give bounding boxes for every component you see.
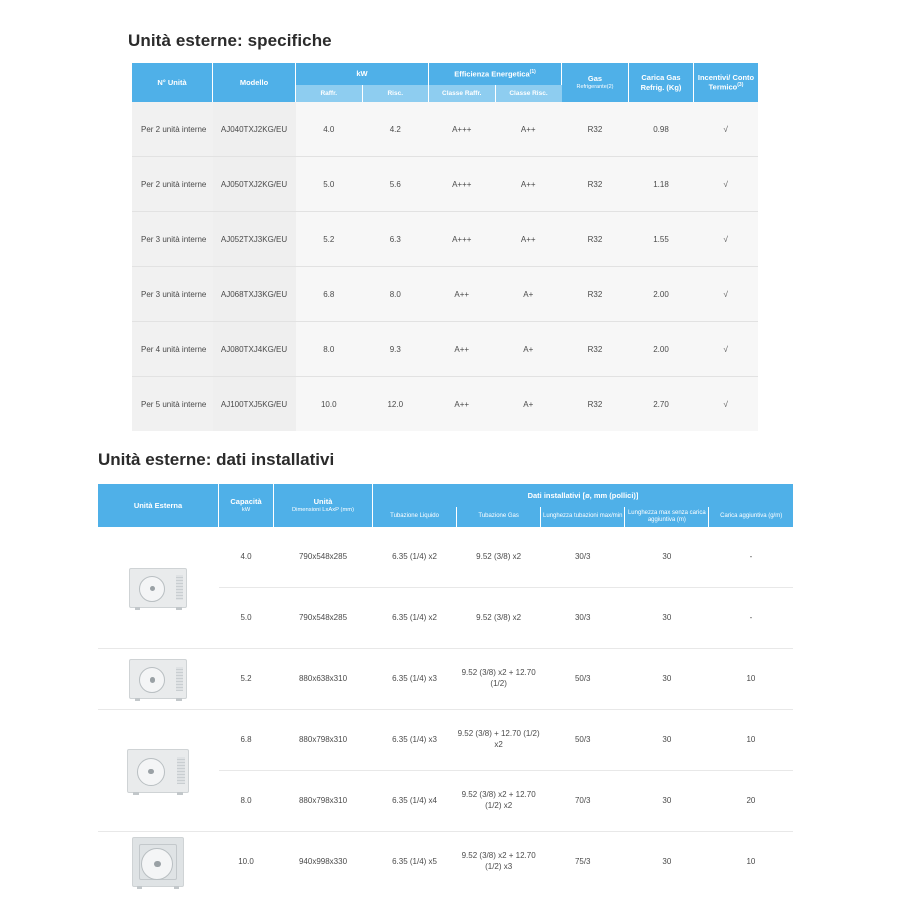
cell-tubazione-liquido: 6.35 (1/4) x5	[373, 832, 457, 893]
col-gas-sub: Refrigerante(2)	[576, 83, 614, 90]
dati-table-body	[98, 527, 793, 892]
cell-unita: Per 2 unità interne	[132, 157, 213, 212]
cell-risc: 4.2	[362, 102, 429, 157]
fan-icon	[139, 576, 165, 602]
cell-raffr: 4.0	[296, 102, 363, 157]
col-efficienza-label: Efficienza Energetica	[454, 69, 530, 79]
cell-classe-risc: A+	[495, 377, 562, 432]
foot-right	[177, 792, 183, 795]
col-capacita-sub: kW	[241, 507, 251, 514]
cell-risc: 8.0	[362, 267, 429, 322]
cell-tubazione-gas: 9.52 (3/8) x2 + 12.70 (1/2) x2	[457, 771, 541, 832]
cell-unit-image	[98, 527, 219, 649]
cell-lunghezza: 50/3	[541, 710, 625, 771]
cell-classe-risc: A++	[495, 102, 562, 157]
specifiche-table-head	[132, 63, 758, 102]
cell-classe-risc: A++	[495, 212, 562, 267]
cell-tubazione-liquido: 6.35 (1/4) x3	[373, 710, 457, 771]
outdoor-unit-mid-icon	[127, 749, 189, 793]
col-modello: Modello	[213, 63, 296, 102]
cell-classe-risc: A+	[495, 267, 562, 322]
specifiche-table	[132, 63, 758, 431]
col-unita-sub: Dimensioni LxAxP (mm)	[291, 507, 355, 514]
cell-capacita: 8.0	[219, 771, 274, 832]
cell-classe-raffr: A+++	[429, 102, 496, 157]
dati-table-head	[98, 484, 793, 527]
cell-lunghezza: 30/3	[541, 588, 625, 649]
foot-left	[133, 792, 139, 795]
col-capacita	[219, 484, 274, 527]
dati-installativi-table	[98, 484, 793, 892]
cell-incentivi: √	[694, 267, 759, 322]
cell-tubazione-gas: 9.52 (3/8) x2 + 12.70 (1/2) x3	[457, 832, 541, 893]
cell-carica: 1.55	[629, 212, 694, 267]
col-unita-label: Unità	[313, 496, 333, 506]
cell-unita: Per 3 unità interne	[132, 212, 213, 267]
table-row	[98, 527, 793, 588]
cell-carica-aggiuntiva: -	[709, 527, 793, 588]
section-specifiche	[0, 0, 900, 409]
cell-raffr: 5.2	[296, 212, 363, 267]
table-row	[132, 157, 758, 212]
cell-classe-risc: A++	[495, 157, 562, 212]
cell-lunghezza: 70/3	[541, 771, 625, 832]
cell-incentivi: √	[694, 212, 759, 267]
cell-classe-risc: A+	[495, 322, 562, 377]
cell-tubazione-gas: 9.52 (3/8) + 12.70 (1/2) x2	[457, 710, 541, 771]
cell-tubazione-liquido: 6.35 (1/4) x4	[373, 771, 457, 832]
cell-classe-raffr: A++	[429, 377, 496, 432]
table-row	[98, 832, 793, 893]
cell-unita: Per 3 unità interne	[132, 267, 213, 322]
col-kw: kW	[296, 63, 429, 85]
cell-modello: AJ052TXJ3KG/EU	[213, 212, 296, 267]
cell-dimensioni: 880x798x310	[274, 710, 373, 771]
cell-classe-raffr: A+++	[429, 212, 496, 267]
cell-senza-carica: 30	[625, 710, 709, 771]
foot-right	[174, 886, 179, 889]
cell-unita: Per 5 unità interne	[132, 377, 213, 432]
outdoor-unit-small-icon	[129, 659, 187, 699]
cell-modello: AJ040TXJ2KG/EU	[213, 102, 296, 157]
col-capacita-label: Capacità	[230, 496, 262, 506]
cell-tubazione-gas: 9.52 (3/8) x2	[457, 588, 541, 649]
cell-tubazione-liquido: 6.35 (1/4) x2	[373, 527, 457, 588]
col-incentivi-label: Incentivi/ Conto Termico	[697, 72, 755, 92]
table-row	[132, 212, 758, 267]
cell-raffr: 10.0	[296, 377, 363, 432]
header-row-primary	[98, 484, 793, 507]
cell-dimensioni: 880x798x310	[274, 771, 373, 832]
cell-lunghezza: 50/3	[541, 649, 625, 710]
cell-modello: AJ068TXJ3KG/EU	[213, 267, 296, 322]
cell-modello: AJ100TXJ5KG/EU	[213, 377, 296, 432]
cell-dimensioni: 940x998x330	[274, 832, 373, 893]
louver-icon	[176, 667, 183, 691]
col-incentivi-note: (3)	[737, 82, 744, 89]
cell-unit-image	[98, 649, 219, 710]
foot-right	[176, 698, 182, 701]
col-tubazione-liquido: Tubazione Liquido	[373, 507, 457, 527]
cell-senza-carica: 30	[625, 588, 709, 649]
fan-icon	[137, 758, 165, 786]
foot-left	[137, 886, 142, 889]
cell-raffr: 6.8	[296, 267, 363, 322]
cell-raffr: 5.0	[296, 157, 363, 212]
cell-tubazione-liquido: 6.35 (1/4) x2	[373, 588, 457, 649]
louver-icon	[177, 757, 184, 784]
cell-gas: R32	[562, 157, 629, 212]
col-lunghezza-tubazioni: Lunghezza tubazioni max/min	[541, 507, 625, 527]
cell-carica-aggiuntiva: 10	[709, 710, 793, 771]
col-efficienza	[429, 63, 562, 85]
cell-dimensioni: 790x548x285	[274, 588, 373, 649]
cell-capacita: 4.0	[219, 527, 274, 588]
cell-carica: 0.98	[629, 102, 694, 157]
cell-carica: 2.00	[629, 267, 694, 322]
cell-gas: R32	[562, 267, 629, 322]
cell-incentivi: √	[694, 157, 759, 212]
cell-capacita: 5.2	[219, 649, 274, 710]
col-unita-esterna: Unità Esterna	[98, 484, 219, 527]
table-row	[98, 710, 793, 771]
header-row-primary	[132, 63, 758, 85]
col-unita	[274, 484, 373, 527]
table-row	[98, 649, 793, 710]
fan-icon	[139, 667, 165, 693]
cell-carica-aggiuntiva: -	[709, 588, 793, 649]
outdoor-unit-small-icon	[129, 568, 187, 608]
cell-tubazione-gas: 9.52 (3/8) x2 + 12.70 (1/2)	[457, 649, 541, 710]
cell-incentivi: √	[694, 322, 759, 377]
cell-carica: 2.70	[629, 377, 694, 432]
foot-right	[176, 607, 182, 610]
outdoor-unit-tall-icon	[132, 837, 184, 887]
section-1-title: Unità esterne: specifiche	[128, 31, 332, 50]
col-classe-raffr: Classe Raffr.	[429, 85, 496, 102]
cell-classe-raffr: A++	[429, 322, 496, 377]
cell-tubazione-gas: 9.52 (3/8) x2	[457, 527, 541, 588]
cell-unit-image	[98, 832, 219, 893]
cell-capacita: 5.0	[219, 588, 274, 649]
cell-unit-image	[98, 710, 219, 832]
col-tubazione-gas: Tubazione Gas	[457, 507, 541, 527]
cell-senza-carica: 30	[625, 527, 709, 588]
cell-senza-carica: 30	[625, 832, 709, 893]
cell-incentivi: √	[694, 377, 759, 432]
col-carica-gas: Carica Gas Refrig. (Kg)	[629, 63, 694, 102]
section-2-title: Unità esterne: dati installativi	[98, 450, 335, 469]
louver-icon	[176, 575, 183, 599]
col-incentivi	[694, 63, 759, 102]
table-row	[132, 102, 758, 157]
cell-senza-carica: 30	[625, 771, 709, 832]
cell-incentivi: √	[694, 102, 759, 157]
cell-risc: 5.6	[362, 157, 429, 212]
col-gas-label: Gas	[587, 74, 603, 84]
cell-risc: 9.3	[362, 322, 429, 377]
cell-carica: 2.00	[629, 322, 694, 377]
cell-carica-aggiuntiva: 20	[709, 771, 793, 832]
cell-gas: R32	[562, 377, 629, 432]
cell-raffr: 8.0	[296, 322, 363, 377]
cell-unita: Per 2 unità interne	[132, 102, 213, 157]
cell-gas: R32	[562, 102, 629, 157]
table-row	[132, 322, 758, 377]
specifiche-table-body	[132, 102, 758, 431]
cell-modello: AJ080TXJ4KG/EU	[213, 322, 296, 377]
cell-dimensioni: 790x548x285	[274, 527, 373, 588]
fan-icon	[141, 848, 173, 880]
col-n-unita: N° Unità	[132, 63, 213, 102]
cell-carica-aggiuntiva: 10	[709, 832, 793, 893]
cell-capacita: 6.8	[219, 710, 274, 771]
cell-gas: R32	[562, 322, 629, 377]
col-efficienza-note: (1)	[529, 69, 536, 76]
col-lunghezza-max-senza-carica: Lunghezza max senza carica aggiuntiva (m)	[625, 507, 709, 527]
col-kw-raffr: Raffr.	[296, 85, 363, 102]
table-row	[132, 267, 758, 322]
cell-dimensioni: 880x638x310	[274, 649, 373, 710]
foot-left	[135, 698, 141, 701]
cell-classe-raffr: A++	[429, 267, 496, 322]
cell-capacita: 10.0	[219, 832, 274, 893]
cell-lunghezza: 75/3	[541, 832, 625, 893]
cell-carica-aggiuntiva: 10	[709, 649, 793, 710]
cell-senza-carica: 30	[625, 649, 709, 710]
col-classe-risc: Classe Risc.	[495, 85, 562, 102]
cell-carica: 1.18	[629, 157, 694, 212]
foot-left	[135, 607, 141, 610]
cell-classe-raffr: A+++	[429, 157, 496, 212]
cell-risc: 12.0	[362, 377, 429, 432]
cell-lunghezza: 30/3	[541, 527, 625, 588]
col-gas	[562, 63, 629, 102]
cell-modello: AJ050TXJ2KG/EU	[213, 157, 296, 212]
cell-risc: 6.3	[362, 212, 429, 267]
col-carica-aggiuntiva: Carica aggiuntiva (g/m)	[709, 507, 793, 527]
col-kw-risc: Risc.	[362, 85, 429, 102]
cell-unita: Per 4 unità interne	[132, 322, 213, 377]
cell-gas: R32	[562, 212, 629, 267]
col-dati-installativi: Dati installativi [ø, mm (pollici)]	[373, 484, 794, 507]
cell-tubazione-liquido: 6.35 (1/4) x3	[373, 649, 457, 710]
table-row	[132, 377, 758, 432]
